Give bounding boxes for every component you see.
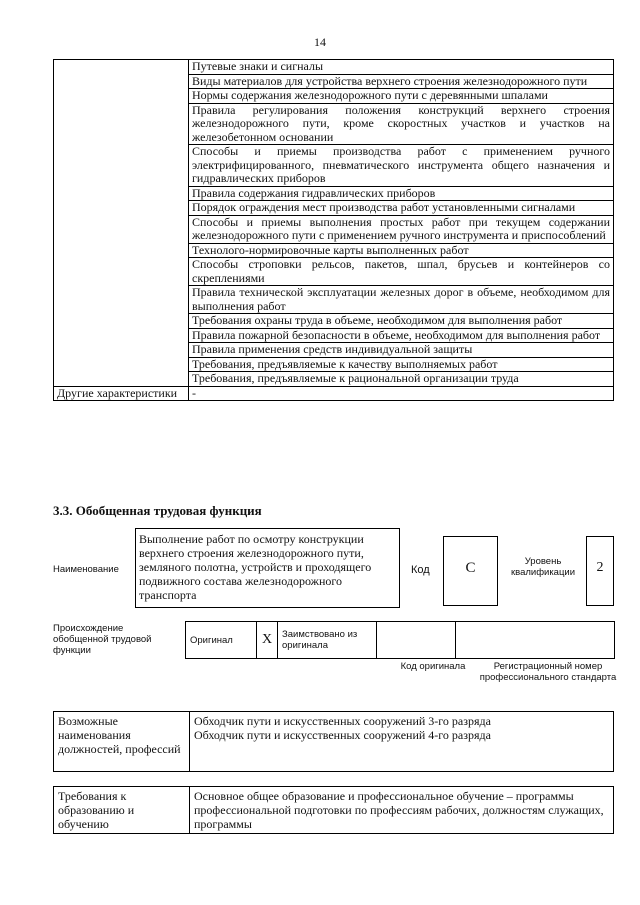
reg-number-caption: Регистрационный номер профессионального стандарта — [479, 661, 617, 683]
knowledge-item: Способы строповки рельсов, пакетов, шпал, брусьев и контейнеров со скреплениями — [189, 258, 614, 286]
knowledge-item: Виды материалов для устройства верхнего строения железнодорожного пути — [189, 74, 614, 89]
original-label: Оригинал — [186, 622, 257, 659]
function-code: С — [443, 536, 498, 606]
education-label: Требования к образованию и обучению — [54, 787, 190, 834]
education-table — [53, 786, 614, 834]
page-number: 14 — [314, 35, 326, 49]
knowledge-item: Путевые знаки и сигналы — [189, 60, 614, 75]
section-title: 3.3. Обобщенная трудовая функция — [53, 503, 262, 518]
code-label: Код — [411, 564, 430, 576]
knowledge-row — [54, 60, 614, 75]
original-mark: Х — [257, 622, 278, 659]
code-original-caption: Код оригинала — [400, 661, 466, 672]
positions-label: Возможные наименования должностей, профессий — [54, 712, 190, 772]
knowledge-item: Правила пожарной безопасности в объеме, необходимом для выполнения работ — [189, 328, 614, 343]
education-value: Основное общее образование и профессиональное обучение – программы профессиональной подготовки по профессиям рабочих, должностям служащих, программы — [190, 787, 614, 834]
knowledge-item: Правила регулирования положения конструкций верхнего строения железнодорожного пути, кроме скоростных участков и участков на железобетонном основании — [189, 103, 614, 145]
other-characteristics-label: Другие характеристики — [54, 386, 189, 401]
knowledge-item: Требования, предъявляемые к качеству выполняемых работ — [189, 357, 614, 372]
knowledge-item: Правила применения средств индивидуальной защиты — [189, 343, 614, 358]
knowledge-item: Правила технической эксплуатации железных дорог в объеме, необходимом для выполнения работ — [189, 286, 614, 314]
origin-label: Происхождение обобщенной трудовой функции — [53, 623, 152, 656]
reg-number-cell — [456, 622, 615, 659]
positions-table — [53, 711, 614, 772]
knowledge-table — [53, 59, 614, 401]
position-item: Обходчик пути и искусственных сооружений 4-го разряда — [194, 728, 491, 742]
knowledge-item: Порядок ограждения мест производства работ установленными сигналами — [189, 201, 614, 216]
borrowed-label: Заимствовано из оригинала — [278, 622, 377, 659]
knowledge-item: Способы и приемы производства работ с применением ручного электрифицированного, пневматического инструмента общего назначения и гидравлических приборов — [189, 145, 614, 187]
level-label: Уровень квалификации — [510, 556, 576, 578]
name-label: Наименование — [53, 564, 119, 575]
qualification-level: 2 — [586, 536, 614, 606]
function-name: Выполнение работ по осмотру конструкции верхнего строения железнодорожного пути, земляного полотна, устройств и проходящего подвижного состава железнодорожного транспорта — [135, 528, 400, 608]
other-characteristics-value: - — [189, 386, 614, 401]
knowledge-item: Правила содержания гидравлических приборов — [189, 186, 614, 201]
knowledge-item: Нормы содержания железнодорожного пути с деревянными шпалами — [189, 89, 614, 104]
knowledge-item: Способы и приемы выполнения простых работ при текущем содержании железнодорожного пути с применением ручного инструмента и приспособлений — [189, 215, 614, 243]
position-item: Обходчик пути и искусственных сооружений 3-го разряда — [194, 714, 491, 728]
knowledge-item: Технолого-нормировочные карты выполненных работ — [189, 243, 614, 258]
knowledge-item: Требования, предъявляемые к рациональной организации труда — [189, 372, 614, 387]
code-original-cell — [377, 622, 456, 659]
knowledge-label-cell — [54, 60, 189, 387]
other-characteristics-row — [54, 386, 614, 401]
knowledge-item: Требования охраны труда в объеме, необходимом для выполнения работ — [189, 314, 614, 329]
origin-table — [185, 621, 615, 659]
